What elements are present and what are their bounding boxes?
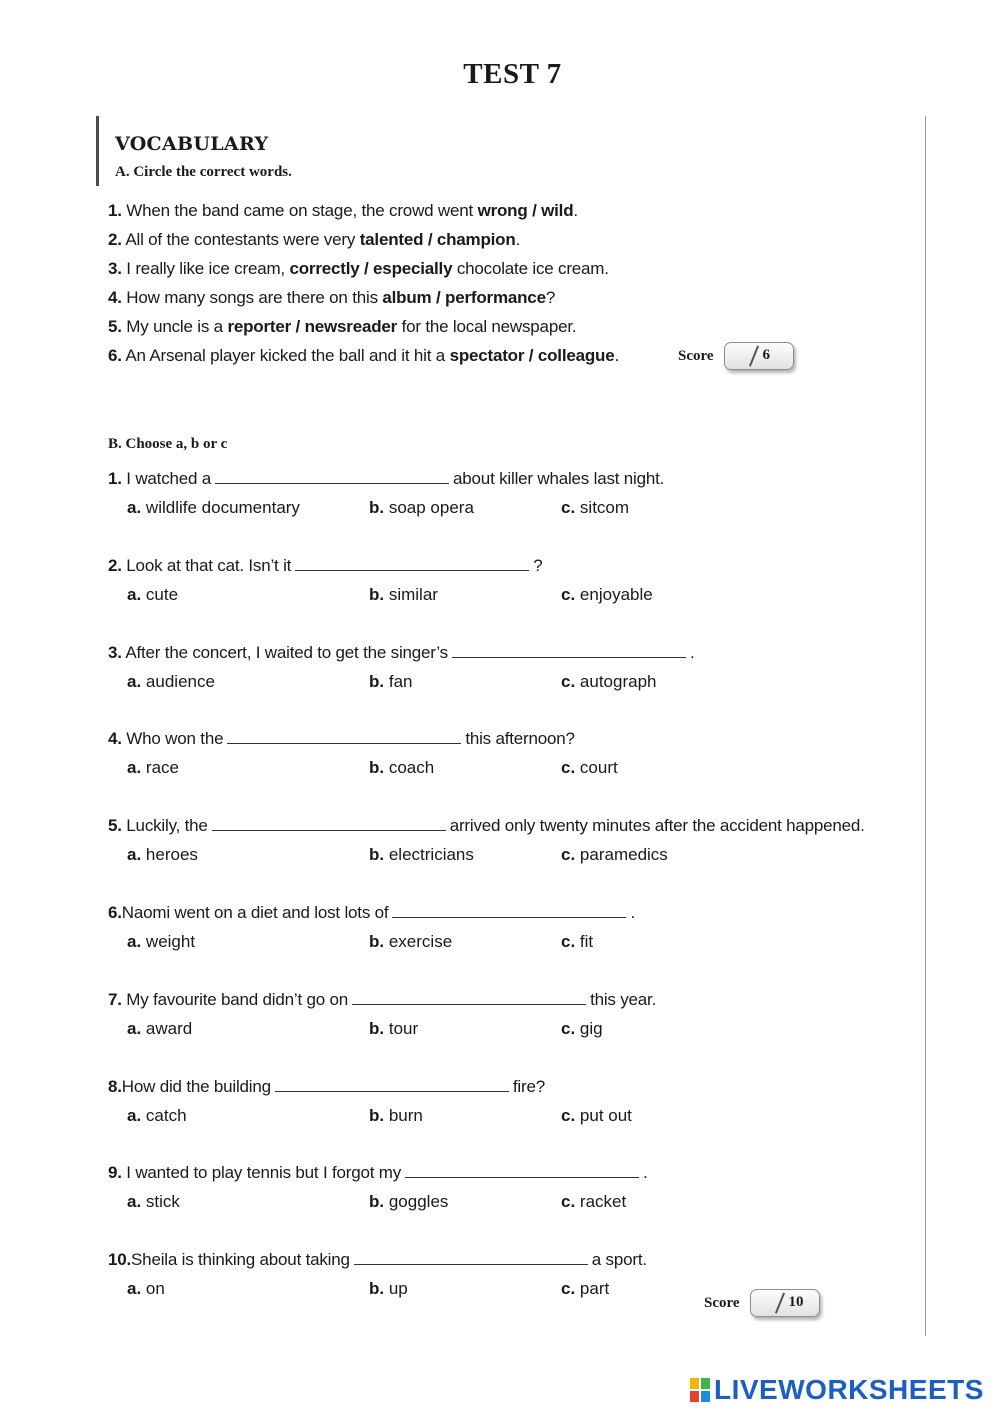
option-text: award (145, 1018, 193, 1038)
item-text: for the local newspaper. (397, 317, 577, 336)
item-text: . (689, 642, 695, 662)
option-a[interactable] (127, 932, 195, 952)
item-number: 10. (108, 1250, 132, 1270)
part-b-question (108, 556, 542, 576)
option-text: catch (145, 1105, 187, 1125)
option-text: race (145, 758, 179, 778)
item-text: . (573, 201, 578, 220)
item-text: . (614, 346, 620, 365)
option-letter: c. (561, 498, 576, 517)
option-b[interactable] (369, 845, 474, 865)
option-text: court (579, 758, 618, 778)
option-text: cute (145, 584, 179, 604)
item-text: a sport. (591, 1250, 647, 1270)
answer-blank[interactable] (392, 903, 626, 918)
item-text: Who won the (121, 729, 224, 749)
part-a-item (108, 201, 578, 221)
section-title: VOCABULARY (115, 133, 269, 155)
option-c[interactable] (561, 672, 657, 692)
option-text: up (388, 1279, 408, 1299)
item-text: fire? (512, 1076, 545, 1096)
part-a-score (678, 342, 794, 370)
item-text: Look at that cat. Isn’t it (121, 555, 292, 575)
option-b[interactable] (369, 1192, 448, 1212)
item-text: My favourite band didn’t go on (121, 989, 349, 1009)
option-text: racket (579, 1192, 627, 1212)
option-letter: b. (369, 758, 385, 778)
option-b[interactable] (369, 932, 452, 952)
option-letter: b. (369, 1105, 385, 1125)
part-a-instruction: A. Circle the correct words. (115, 164, 292, 180)
score-slash (748, 346, 758, 367)
option-text: paramedics (579, 845, 668, 865)
option-a[interactable] (127, 672, 215, 692)
option-text: exercise (388, 932, 453, 951)
option-letter: a. (127, 845, 142, 865)
score-total: 6 (762, 347, 771, 363)
item-number: 3. (108, 259, 122, 278)
part-a-item (108, 346, 619, 366)
option-c[interactable] (561, 1019, 603, 1039)
option-letter: c. (561, 1105, 576, 1125)
option-text: weight (145, 932, 196, 951)
option-letter: a. (127, 671, 142, 691)
option-letter: b. (369, 1018, 385, 1038)
option-text: enjoyable (579, 584, 653, 604)
item-text: My uncle is a (121, 317, 228, 336)
item-text: After the concert, I waited to get the singer’s (121, 642, 448, 662)
option-b[interactable] (369, 758, 434, 778)
option-letter: a. (127, 932, 142, 951)
option-text: fit (579, 932, 594, 951)
option-a[interactable] (127, 1106, 187, 1126)
option-text: goggles (388, 1192, 449, 1212)
part-b-question (108, 1250, 647, 1270)
option-text: audience (145, 671, 215, 691)
option-b[interactable] (369, 498, 474, 518)
option-text: electricians (388, 845, 474, 865)
option-letter: a. (127, 758, 142, 778)
option-text: autograph (579, 671, 657, 691)
option-c[interactable] (561, 932, 593, 952)
logo-square (701, 1391, 710, 1402)
item-text: . (643, 1163, 648, 1183)
option-text: burn (388, 1105, 423, 1125)
answer-blank[interactable] (212, 816, 446, 831)
option-letter: b. (369, 671, 385, 691)
option-letter: b. (369, 498, 385, 517)
score-label: Score (704, 1294, 740, 1311)
part-b-question (108, 729, 575, 749)
item-number: 5. (108, 317, 122, 336)
score-total: 10 (788, 1294, 804, 1310)
page-title: TEST 7 (463, 58, 562, 90)
option-letter: b. (369, 584, 385, 604)
option-text: tour (388, 1018, 419, 1038)
word-choice[interactable]: album / performance (382, 288, 546, 307)
item-number: 1. (108, 469, 122, 488)
item-number: 1. (108, 201, 122, 220)
option-letter: a. (127, 1192, 142, 1212)
item-text: When the band came on stage, the crowd went (121, 201, 478, 220)
option-b[interactable] (369, 672, 412, 692)
part-b-question (108, 990, 656, 1010)
option-b[interactable] (369, 1279, 408, 1299)
item-number: 6. (108, 903, 122, 922)
logo-square (690, 1378, 699, 1389)
option-a[interactable] (127, 1279, 165, 1299)
option-text: fan (388, 671, 413, 691)
item-number: 9. (108, 1163, 122, 1183)
item-number: 3. (108, 642, 122, 662)
answer-blank[interactable] (227, 729, 461, 744)
option-c[interactable] (561, 498, 629, 518)
item-text: this afternoon? (465, 729, 575, 749)
item-number: 6. (108, 346, 122, 365)
item-number: 8. (108, 1076, 122, 1096)
option-a[interactable] (127, 1192, 180, 1212)
item-text: . (630, 903, 635, 922)
item-number: 5. (108, 816, 122, 836)
score-box[interactable] (724, 342, 794, 370)
option-letter: c. (561, 932, 576, 951)
option-b[interactable] (369, 1019, 418, 1039)
item-number: 7. (108, 989, 122, 1009)
option-letter: a. (127, 1279, 142, 1299)
option-text: heroes (145, 845, 198, 865)
page-divider-right (925, 116, 926, 1336)
word-choice[interactable]: reporter / newsreader (227, 317, 398, 336)
option-letter: b. (369, 932, 385, 951)
item-text: How many songs are there on this (121, 288, 383, 307)
option-letter: b. (369, 1192, 385, 1212)
section-divider-left (96, 116, 99, 186)
word-choice[interactable]: wrong / wild (477, 201, 574, 220)
item-text: Naomi went on a diet and lost lots of (121, 903, 389, 922)
option-text: on (145, 1279, 165, 1299)
answer-blank[interactable] (352, 990, 586, 1005)
item-text: All of the contestants were very (121, 230, 360, 249)
word-choice[interactable]: spectator / colleague (449, 346, 615, 365)
option-c[interactable] (561, 1279, 609, 1299)
option-text: stick (145, 1192, 180, 1212)
option-b[interactable] (369, 1106, 423, 1126)
liveworksheets-logo[interactable] (690, 1374, 984, 1406)
answer-blank[interactable] (275, 1077, 509, 1092)
option-b[interactable] (369, 585, 438, 605)
option-c[interactable] (561, 1106, 632, 1126)
answer-blank[interactable] (354, 1250, 588, 1265)
option-a[interactable] (127, 758, 179, 778)
part-b-question (108, 816, 865, 836)
option-c[interactable] (561, 758, 618, 778)
option-a[interactable] (127, 1019, 192, 1039)
part-b-question (108, 469, 664, 489)
item-number: 2. (108, 230, 122, 249)
part-b-score (704, 1289, 820, 1317)
option-letter: c. (561, 758, 576, 778)
logo-square (690, 1391, 699, 1402)
part-b-instruction: B. Choose a, b or c (108, 436, 228, 452)
part-a-item (108, 230, 520, 250)
option-text: part (579, 1279, 610, 1299)
option-text: similar (388, 584, 438, 604)
answer-blank[interactable] (405, 1163, 639, 1178)
option-c[interactable] (561, 845, 668, 865)
option-letter: a. (127, 1018, 142, 1038)
item-text: chocolate ice cream. (452, 259, 609, 278)
item-number: 4. (108, 288, 122, 307)
logo-icon (690, 1378, 710, 1402)
option-letter: c. (561, 671, 576, 691)
option-a[interactable] (127, 498, 300, 518)
part-b-question (108, 1077, 545, 1097)
part-b-question (108, 1163, 648, 1183)
option-letter: a. (127, 584, 142, 604)
item-text: How did the building (121, 1076, 271, 1096)
item-text: Luckily, the (121, 816, 208, 836)
option-text: coach (388, 758, 435, 778)
item-text: I wanted to play tennis but I forgot my (121, 1163, 402, 1183)
part-b-question (108, 643, 695, 663)
answer-blank[interactable] (452, 643, 686, 658)
option-letter: c. (561, 584, 576, 604)
option-text: put out (579, 1105, 632, 1125)
score-box[interactable] (750, 1289, 820, 1317)
item-number: 4. (108, 729, 122, 749)
option-letter: b. (369, 845, 385, 865)
option-letter: c. (561, 845, 576, 865)
item-text: I watched a (121, 469, 212, 488)
item-text: . (515, 230, 521, 249)
part-a-item (108, 288, 555, 308)
item-text: arrived only twenty minutes after the accident happened. (449, 816, 865, 836)
score-slash (774, 1293, 784, 1314)
option-text: sitcom (579, 498, 630, 517)
word-choice[interactable]: correctly / especially (289, 259, 453, 278)
option-letter: c. (561, 1192, 576, 1212)
option-a[interactable] (127, 585, 178, 605)
item-text: ? (533, 555, 543, 575)
option-text: soap opera (388, 498, 474, 517)
part-a-item (108, 317, 576, 337)
answer-blank[interactable] (215, 469, 449, 484)
option-text: gig (579, 1018, 603, 1038)
item-text: An Arsenal player kicked the ball and it hit a (121, 346, 450, 365)
option-a[interactable] (127, 845, 198, 865)
option-letter: a. (127, 1105, 142, 1125)
option-c[interactable] (561, 1192, 626, 1212)
logo-square (701, 1378, 710, 1389)
option-c[interactable] (561, 585, 653, 605)
score-label: Score (678, 347, 714, 364)
option-text: wildlife documentary (145, 498, 300, 517)
answer-blank[interactable] (295, 556, 529, 571)
option-letter: c. (561, 1018, 576, 1038)
logo-text: LIVEWORKSHEETS (714, 1374, 984, 1405)
part-b-question (108, 903, 635, 923)
item-text: about killer whales last night. (453, 469, 665, 488)
item-text: Sheila is thinking about taking (131, 1250, 350, 1270)
item-text: ? (545, 288, 556, 307)
word-choice[interactable]: talented / champion (359, 230, 516, 249)
option-letter: b. (369, 1279, 385, 1299)
part-a-item (108, 259, 609, 279)
item-number: 2. (108, 555, 122, 575)
item-text: this year. (590, 989, 657, 1009)
option-letter: a. (127, 498, 142, 517)
option-letter: c. (561, 1279, 576, 1299)
item-text: I really like ice cream, (121, 259, 290, 278)
